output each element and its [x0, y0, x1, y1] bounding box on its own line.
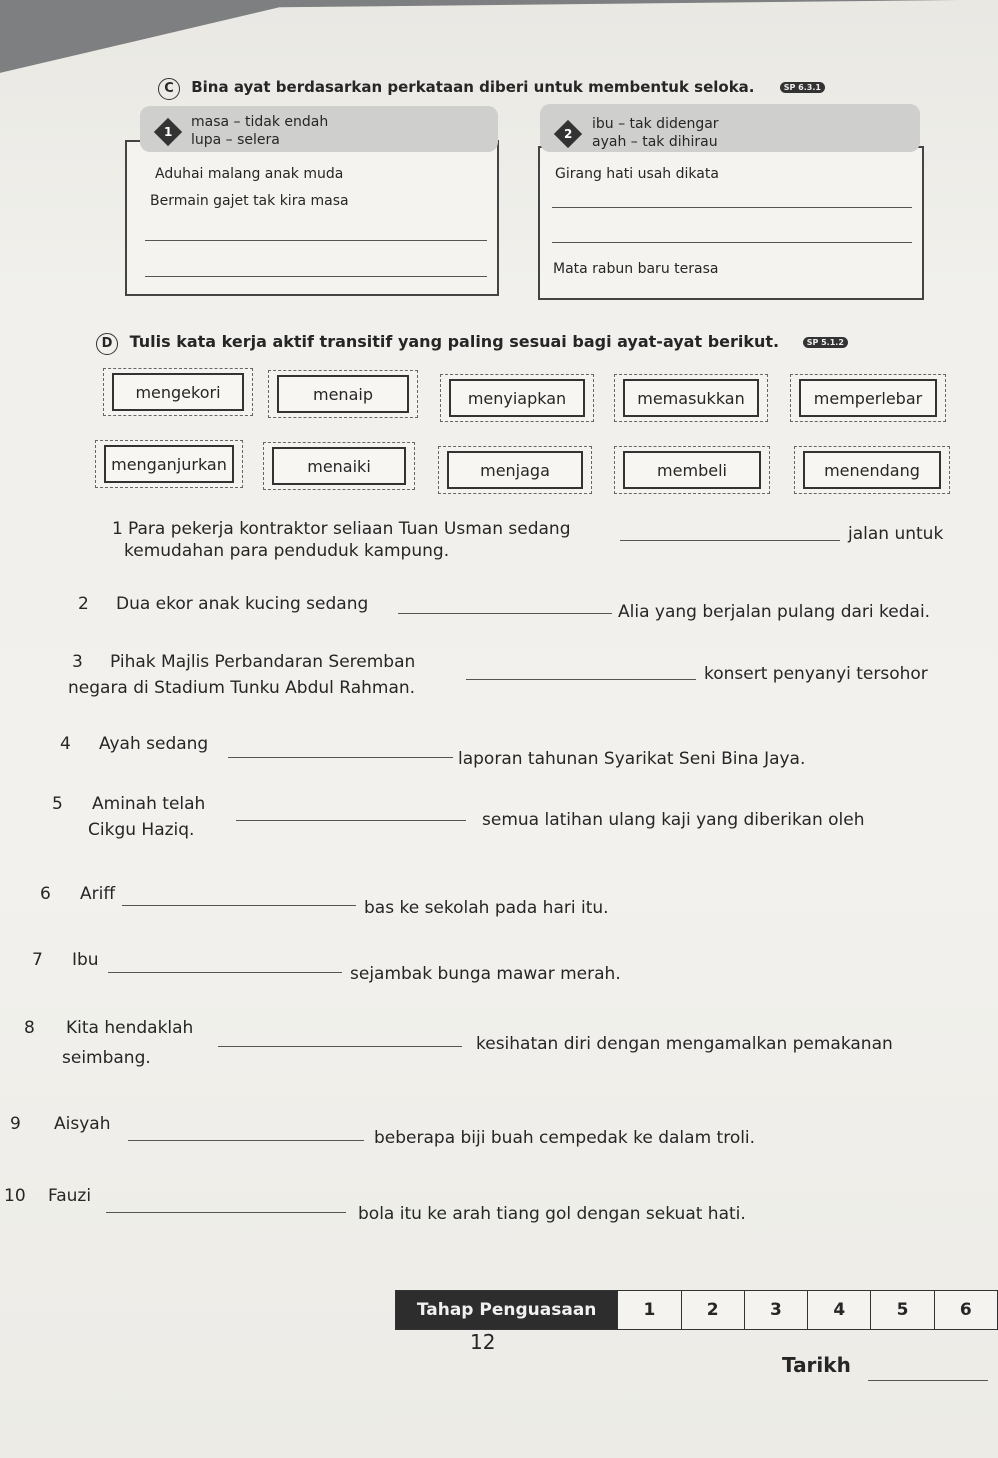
- section-c-badge: SP 6.3.1: [780, 82, 825, 93]
- question-5-number: 5: [52, 794, 63, 814]
- seloka-box-2-line4: Mata rabun baru terasa: [553, 261, 719, 277]
- section-d-header: [96, 332, 848, 355]
- date-label: Tarikh: [782, 1353, 851, 1377]
- question-5-text: Aminah telah: [92, 794, 206, 814]
- question-6-text-after: bas ke sekolah pada hari itu.: [364, 898, 609, 918]
- question-5-text-after: semua latihan ulang kaji yang diberikan oleh: [482, 810, 865, 830]
- question-10-text: Fauzi: [48, 1186, 92, 1206]
- word-card: memperlebar: [790, 374, 946, 422]
- question-8-text-cont: seimbang.: [62, 1048, 151, 1068]
- question-6-number: 6: [40, 884, 51, 904]
- question-3-text-after: konsert penyanyi tersohor: [704, 664, 928, 684]
- word-card: menaiki: [263, 442, 415, 490]
- question-7-answer-blank[interactable]: [108, 972, 342, 973]
- word-card: menganjurkan: [95, 440, 243, 488]
- word-card: menaip: [268, 370, 418, 418]
- section-c-instruction: Bina ayat berdasarkan perkataan diberi untuk membentuk seloka.: [191, 78, 755, 96]
- question-1-text-cont: kemudahan para penduduk kampung.: [124, 541, 450, 561]
- mastery-level-cell[interactable]: 2: [681, 1291, 744, 1330]
- seloka-box-2-word2: ayah – tak dihirau: [592, 134, 718, 150]
- section-d-letter: D: [96, 333, 118, 355]
- question-8-answer-blank[interactable]: [218, 1046, 462, 1047]
- question-5-answer-blank[interactable]: [236, 820, 466, 821]
- question-10-number: 10: [4, 1186, 26, 1206]
- question-1-number: 1: [112, 519, 123, 539]
- question-5-text-cont: Cikgu Haziq.: [88, 820, 195, 840]
- question-2-text-after: Alia yang berjalan pulang dari kedai.: [618, 602, 931, 622]
- question-3-answer-blank[interactable]: [466, 679, 696, 680]
- seloka-box-2-number: 2: [554, 120, 582, 148]
- date-answer-blank[interactable]: [868, 1380, 988, 1381]
- seloka-box-1-blank-line4[interactable]: [145, 276, 487, 277]
- mastery-level-label: Tahap Penguasaan: [396, 1291, 618, 1330]
- mastery-level-cell[interactable]: 1: [618, 1291, 681, 1330]
- question-3-text-cont: negara di Stadium Tunku Abdul Rahman.: [68, 678, 416, 698]
- section-c-letter: C: [158, 78, 180, 100]
- question-4-text: Ayah sedang: [99, 734, 209, 754]
- question-2-text: Dua ekor anak kucing sedang: [116, 594, 369, 614]
- question-4-text-after: laporan tahunan Syarikat Seni Bina Jaya.: [458, 749, 806, 769]
- question-1-text: Para pekerja kontraktor seliaan Tuan Usman sedang: [128, 519, 571, 539]
- seloka-box-1-line2: Bermain gajet tak kira masa: [150, 193, 349, 209]
- seloka-box-1-blank-line3[interactable]: [145, 240, 487, 241]
- question-1-answer-blank[interactable]: [620, 540, 840, 541]
- seloka-box-1-number: 1: [154, 118, 182, 146]
- seloka-box-2-blank-line3[interactable]: [552, 242, 912, 243]
- question-8-text: Kita hendaklah: [66, 1018, 194, 1038]
- section-d-badge: SP 5.1.2: [803, 337, 848, 348]
- question-7-number: 7: [32, 950, 43, 970]
- word-card: memasukkan: [614, 374, 768, 422]
- section-d-instruction: Tulis kata kerja aktif transitif yang paling sesuai bagi ayat-ayat berikut.: [129, 332, 780, 351]
- question-3-text: Pihak Majlis Perbandaran Seremban: [110, 652, 416, 672]
- word-card: membeli: [614, 446, 770, 494]
- question-1-text-after: jalan untuk: [848, 524, 944, 544]
- word-card: menyiapkan: [440, 374, 594, 422]
- mastery-level-table: [395, 1290, 998, 1330]
- question-2-answer-blank[interactable]: [398, 613, 612, 614]
- word-card: mengekori: [103, 368, 253, 416]
- question-2-number: 2: [78, 594, 89, 614]
- seloka-box-2-line1: Girang hati usah dikata: [555, 166, 719, 182]
- mastery-level-cell[interactable]: 5: [871, 1291, 934, 1330]
- question-4-answer-blank[interactable]: [228, 757, 453, 758]
- question-7-text: Ibu: [72, 950, 99, 970]
- mastery-level-cell[interactable]: 3: [744, 1291, 807, 1330]
- question-9-text-after: beberapa biji buah cempedak ke dalam troli.: [374, 1128, 756, 1148]
- question-9-number: 9: [10, 1114, 21, 1134]
- question-8-number: 8: [24, 1018, 35, 1038]
- page-number: 12: [470, 1330, 496, 1354]
- question-10-text-after: bola itu ke arah tiang gol dengan sekuat hati.: [358, 1204, 746, 1224]
- word-card: menjaga: [438, 446, 592, 494]
- word-card: menendang: [794, 446, 950, 494]
- seloka-box-1-word1: masa – tidak endah: [191, 114, 329, 130]
- question-6-text: Ariff: [80, 884, 116, 904]
- question-3-number: 3: [72, 652, 83, 672]
- seloka-box-1-line1: Aduhai malang anak muda: [155, 166, 344, 182]
- question-4-number: 4: [60, 734, 71, 754]
- section-c-header: [158, 78, 825, 100]
- mastery-level-cell[interactable]: 6: [934, 1291, 997, 1330]
- seloka-box-1-word2: lupa – selera: [191, 132, 280, 148]
- question-9-text: Aisyah: [54, 1114, 111, 1134]
- question-6-answer-blank[interactable]: [122, 905, 356, 906]
- seloka-box-2-word1: ibu – tak didengar: [592, 116, 719, 132]
- mastery-level-cell[interactable]: 4: [808, 1291, 871, 1330]
- question-10-answer-blank[interactable]: [106, 1212, 346, 1213]
- question-7-text-after: sejambak bunga mawar merah.: [350, 964, 621, 984]
- seloka-box-2-blank-line2[interactable]: [552, 207, 912, 208]
- question-8-text-after: kesihatan diri dengan mengamalkan pemakanan: [476, 1034, 893, 1054]
- seloka-box-1: [125, 140, 499, 296]
- question-9-answer-blank[interactable]: [128, 1140, 364, 1141]
